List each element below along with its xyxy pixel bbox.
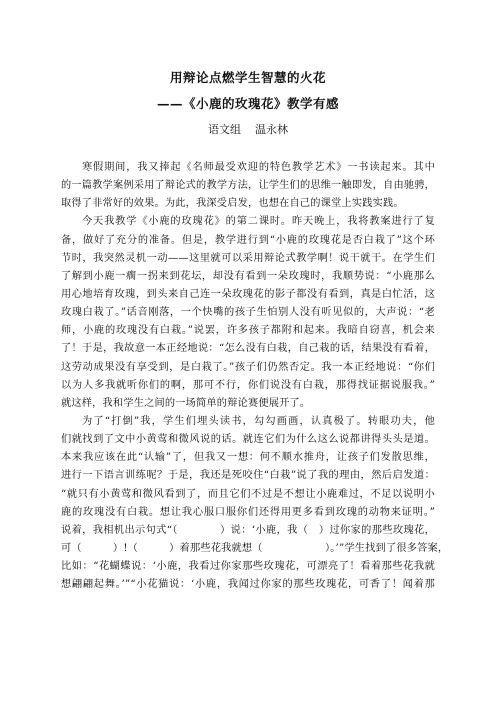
text-line: 玫瑰白栽了。”话音刚落，一个快嘴的孩子生怕别人没有听见似的，大声说：“老 <box>61 307 435 319</box>
text-line: 备，做好了充分的准备。但是，教学进行到“小鹿的玫瑰花是否白栽了”这个环 <box>61 234 435 246</box>
text-line: 用心地培育玫瑰，到头来自己连一朵玫瑰花的影子都没有看到，真是白忙活，这 <box>61 288 435 300</box>
text-line: 了解到小鹿一瘸一拐来到花坛，却没有看到一朵玫瑰时，我顺势说：“小鹿那么 <box>61 270 435 282</box>
text-line: 的一篇教学案例采用了辩论式的教学方法，让学生们的思维一触即发，自由驰骋， <box>61 180 435 192</box>
text-line: 想翩翩起舞。’”“小花猫说：‘小鹿，我闻过你家的那些玫瑰花，可香了！闻着那 <box>61 579 435 591</box>
author-line <box>0 121 496 137</box>
text-line: “就只有小黄莺和微风看到了，而且它们不过是不想让小鹿难过，不足以说明小 <box>61 488 435 500</box>
document-title: 用辩论点燃学生智慧的火花 <box>169 70 326 85</box>
text-line: 为了“打倒”我，学生们埋头读书，勾勾画画，认真极了。转眼功夫，他 <box>82 415 435 427</box>
text-line: 鹿的玫瑰没有白栽。想让我心服口服你们还得用更多看到玫瑰的动物来证明。” <box>61 506 435 518</box>
text-line: 师，小鹿的玫瑰没有白栽。”说罢，许多孩子都附和起来。我暗自窃喜，机会来 <box>61 325 435 337</box>
text-line: 寒假期间，我又捧起《名师最受欢迎的特色教学艺术》一书读起来。其中 <box>82 162 435 173</box>
text-line: 这劳动成果没有享受到，是白栽了。”孩子们仍然否定。我一本正经地说：“你们 <box>61 361 435 373</box>
text-line: 就这样，我和学生之间的一场简单的辩论赛便展开了。 <box>61 397 311 409</box>
text-line: 进行一下语言训练呢？于是，我还是死咬住“白栽”说了我的理由，然后启发道： <box>61 470 435 482</box>
article-body <box>61 159 449 594</box>
text-line: 说着，我相机出示句式“（ ）说：‘小鹿，我（ ）过你家的那些玫瑰花， <box>61 524 435 536</box>
text-line: 节时，我突然灵机一动——这里就可以采用辩论式教学啊！说干就干。在学生们 <box>61 252 435 264</box>
author-group: 语文组 <box>208 123 241 136</box>
text-line: 们就找到了文中小黄莺和微风说的话。就连它们为什么这么说都讲得头头是道。 <box>61 434 435 446</box>
author-name: 温永林 <box>255 123 288 136</box>
document-subtitle: ——《小鹿的玫瑰花》教学有感 <box>156 96 339 111</box>
text-line: 可（ ）!（ ）着那些花我就想（ ）。’”学生找到了很多答案， <box>61 542 449 554</box>
text-line: 今天我教学《小鹿的玫瑰花》的第二课时。昨天晚上，我将教案进行了复 <box>82 216 435 228</box>
text-line: 比如：“花蝴蝶说：‘小鹿，我看过你家那些玫瑰花，可漂亮了！看着那些花我就 <box>61 561 435 573</box>
text-line: 本来我应该在此“认输”了，但我又一想：何不顺水推舟，让孩子们发散思维， <box>61 452 435 464</box>
text-line: 取得了非常好的效果。为此，我深受启发，也想在自己的课堂上实践实践。 <box>61 198 404 210</box>
text-line: 以为人多我就听你们的啊，那可不行，你们说没有白栽，那得找证据说服我。” <box>61 379 435 391</box>
text-line: 了！于是，我故意一本正经地说：“怎么没有白栽，自己栽的话，结果没有看着， <box>61 343 435 355</box>
